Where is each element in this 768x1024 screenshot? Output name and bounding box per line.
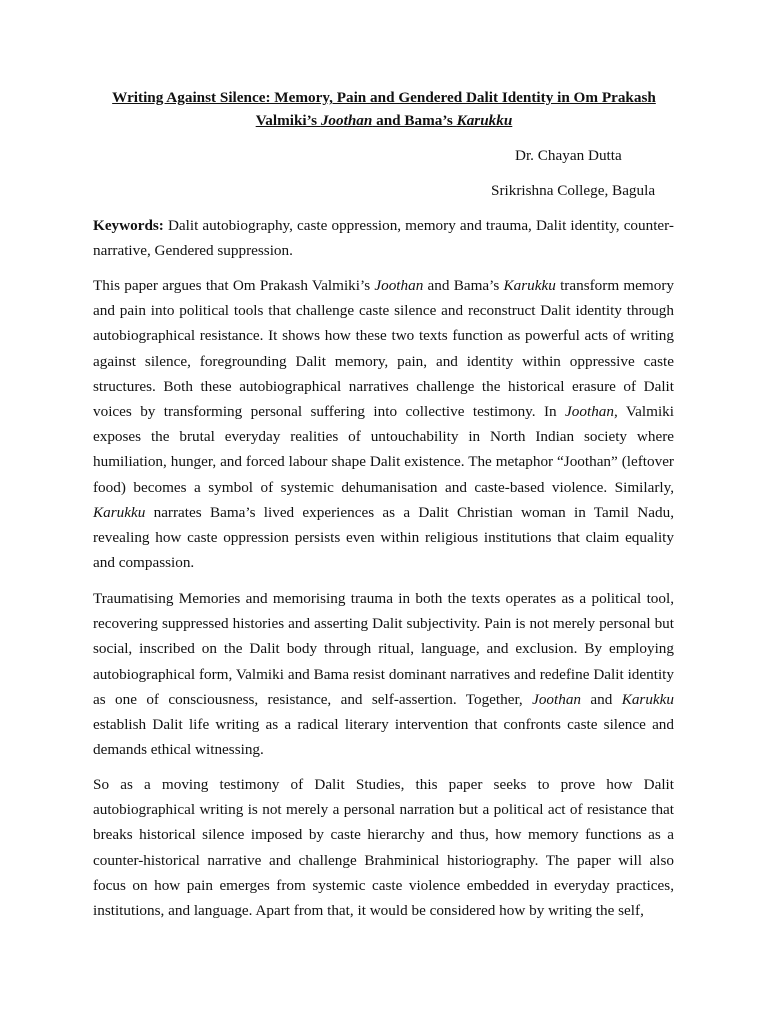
keywords-label: Keywords:	[93, 217, 164, 234]
title-italic-joothan: Joothan	[320, 112, 373, 129]
p1-seg-2: and Bama’s	[423, 277, 504, 294]
p2-italic-2: Karukku	[621, 690, 674, 708]
p2-seg-1: Traumatising Memories and memorising trauma in both the texts operates as a political tool, recovering suppressed histories and asserting Dalit subjectivity. Pain is not merely personal but social, inscribed on the Dalit body through ritual, language, and exclusion. By employing autobiographical form, Valmiki and Bama resist dominant narratives and redefine Dalit identity as one of consciousness, resistance, and self-assertion. Together,	[93, 590, 674, 708]
p1-seg-5: narrates Bama’s lived experiences as a Dalit Christian woman in Tamil Nadu, revealing how caste oppression persists even within religious institutions that claim equality and compassion.	[93, 503, 674, 572]
p1-italic-2: Karukku	[503, 277, 556, 294]
p2-seg-3: establish Dalit life writing as a radical literary intervention that confronts caste silence and demands ethical witnessing.	[93, 716, 674, 759]
p1-seg-3: transform memory and pain into political tools that challenge caste silence and reconstruct Dalit identity through autobiographical resistance. It shows how these two texts function as powerful acts of writing against silence, foregrounding Dalit memory, pain, and identity within oppressive caste structures. Both these autobiographical narratives challenge the historical erasure of Dalit voices by transforming personal suffering into collective testimony. In	[93, 277, 674, 421]
p1-seg-4: , Valmiki exposes the brutal everyday realities of untouchability in North Indian society where humiliation, hunger, and forced labour shape Dalit existence. The metaphor “Joothan” (leftover food) becomes a symbol of systemic dehumanisation and caste-based violence. Similarly,	[93, 403, 674, 496]
paper-title	[93, 86, 675, 132]
title-italic-karukku: Karukku	[456, 112, 513, 129]
p2-italic-1: Joothan	[532, 690, 582, 708]
p3-seg-1: So as a moving testimony of Dalit Studies, this paper seeks to prove how Dalit autobiographical writing is not merely a personal narration but a political act of resistance that breaks historical silence imposed by caste hierarchy and thus, how memory functions as a counter-historical narrative and challenge Brahminical historiography. The paper will also focus on how pain emerges from systemic caste violence embedded in everyday practices, institutions, and language. Apart from that, it would be considered how by writing the self,	[93, 776, 674, 920]
abstract-paragraph-2	[93, 586, 674, 762]
p2-seg-2: and	[581, 690, 622, 708]
title-text-2: and Bama’s	[372, 112, 457, 129]
abstract-paragraph-3	[93, 772, 674, 923]
author-affiliation: Srikrishna College, Bagula	[491, 182, 656, 199]
author-name: Dr. Chayan Dutta	[515, 147, 622, 164]
title-text-1: Writing Against Silence: Memory, Pain and Gendered Dalit Identity in Om Prakash Valmiki’s	[112, 89, 656, 129]
p1-seg-1: This paper argues that Om Prakash Valmiki’s	[93, 277, 375, 294]
abstract-paragraph-1	[93, 273, 674, 575]
p1-italic-4: Karukku	[93, 503, 146, 521]
keywords-line	[93, 213, 674, 263]
p1-italic-3: Joothan	[565, 403, 614, 421]
p1-italic-1: Joothan	[374, 277, 424, 294]
keywords-text: Dalit autobiography, caste oppression, memory and trauma, Dalit identity, counter-narrative, Gendered suppression.	[93, 217, 674, 260]
